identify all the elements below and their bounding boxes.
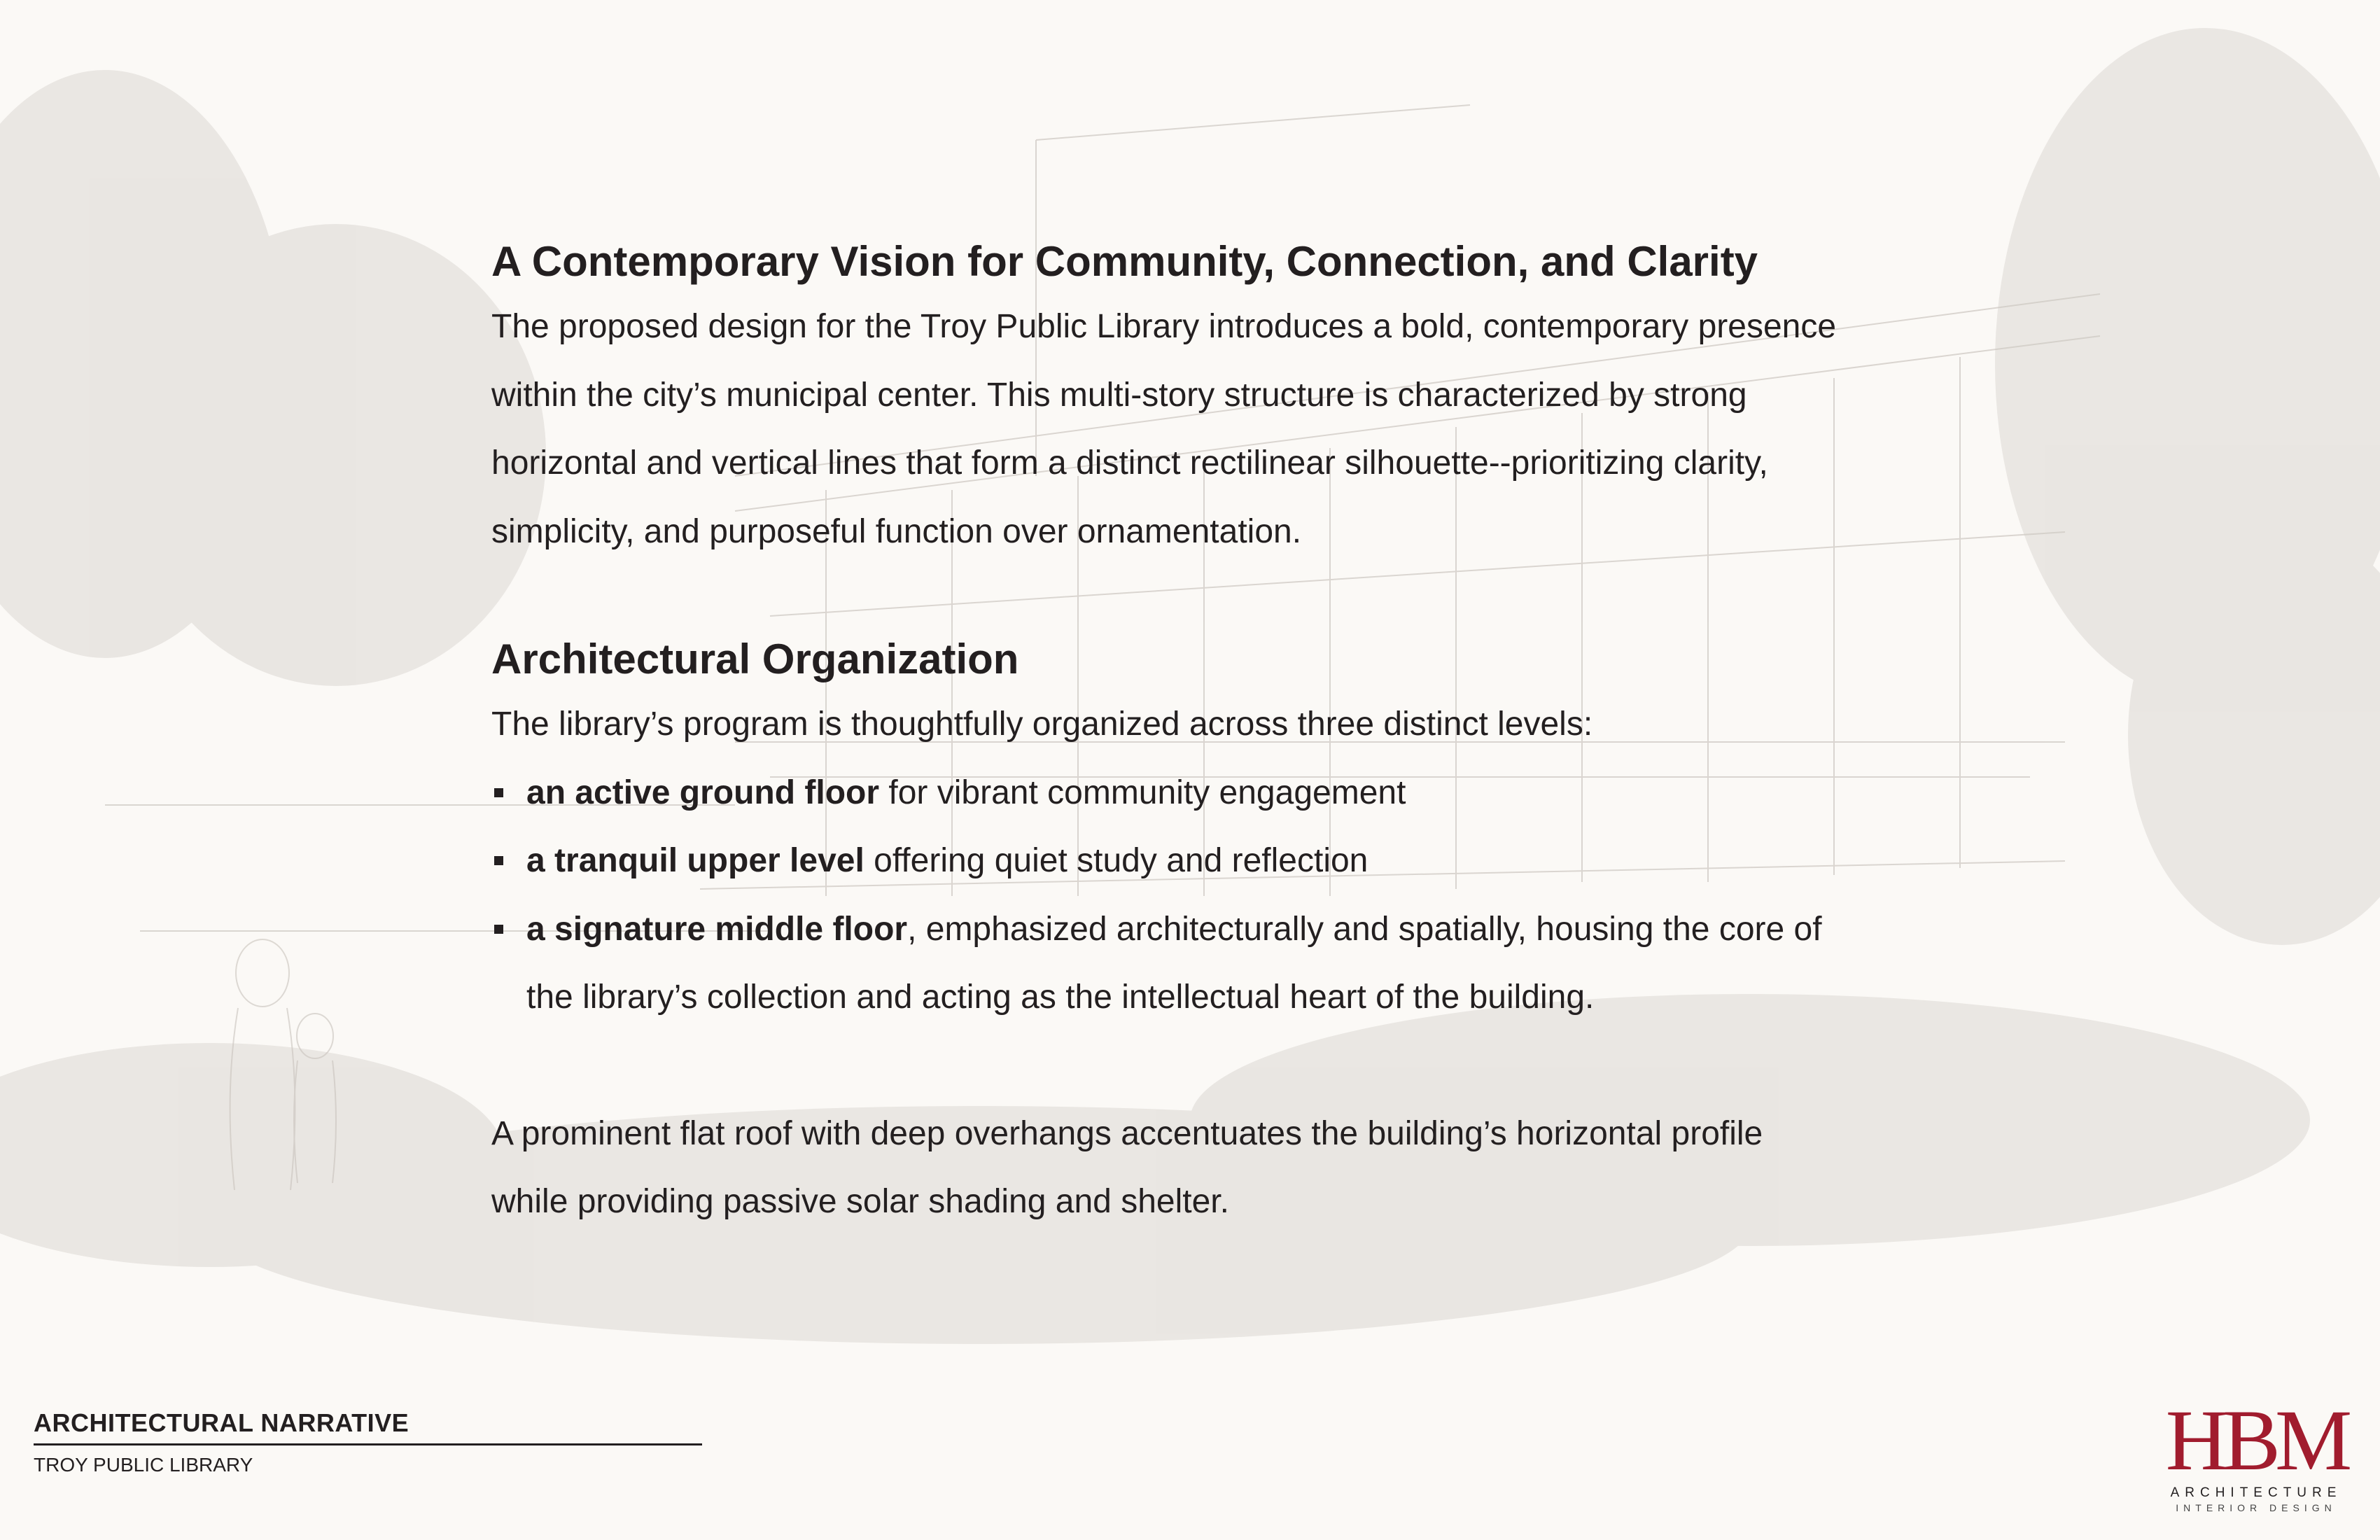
hbm-logo — [2164, 1392, 2348, 1513]
list-item — [491, 895, 1905, 1032]
narrative-content — [491, 231, 1905, 1236]
square-bullet-icon — [494, 925, 503, 934]
logo-line-architecture: ARCHITECTURE — [2170, 1485, 2342, 1500]
closing-line: while providing passive solar shading and shelter. — [491, 1183, 1229, 1220]
closing-line: A prominent flat roof with deep overhangs accentuates the building’s horizontal profile — [491, 1114, 1763, 1152]
section-heading-vision: A Contemporary Vision for Community, Connection, and Clarity — [491, 238, 1758, 285]
closing-paragraph — [491, 1100, 1905, 1236]
footer-subtitle: TROY PUBLIC LIBRARY — [34, 1454, 253, 1476]
vision-paragraph — [491, 293, 1905, 566]
logo-line-interior-design: INTERIOR DESIGN — [2176, 1502, 2337, 1513]
levels-list — [491, 759, 1905, 1032]
list-item-bold: a signature middle floor — [526, 910, 908, 948]
list-item-text: , emphasized architecturally and spatially, housing the core of — [907, 910, 1822, 948]
vision-line: within the city’s municipal center. This multi-story structure is characterized by strong — [491, 376, 1747, 414]
vision-line: The proposed design for the Troy Public Library introduces a bold, contemporary presence — [491, 308, 1837, 345]
square-bullet-icon — [494, 856, 503, 865]
vision-line: simplicity, and purposeful function over ornamentation. — [491, 512, 1302, 550]
list-item-text: the library’s collection and acting as the intellectual heart of the building. — [526, 979, 1595, 1016]
list-item — [491, 827, 1905, 895]
list-item — [491, 759, 1905, 827]
footer-label — [34, 1407, 702, 1479]
square-bullet-icon — [494, 788, 503, 797]
organization-intro: The library’s program is thoughtfully organized across three distinct levels: — [491, 706, 1593, 743]
section-heading-organization: Architectural Organization — [491, 636, 1019, 682]
list-item-bold: an active ground floor — [526, 774, 880, 811]
footer-divider — [34, 1443, 702, 1446]
logo-mark: HBM — [2165, 1392, 2347, 1488]
list-item-text: for vibrant community engagement — [879, 774, 1406, 811]
list-item-bold: a tranquil upper level — [526, 842, 864, 879]
list-item-text: offering quiet study and reflection — [864, 842, 1368, 879]
footer-title: ARCHITECTURAL NARRATIVE — [34, 1408, 410, 1437]
vision-line: horizontal and vertical lines that form a distinct rectilinear silhouette--prioritizing clarity, — [491, 444, 1768, 482]
